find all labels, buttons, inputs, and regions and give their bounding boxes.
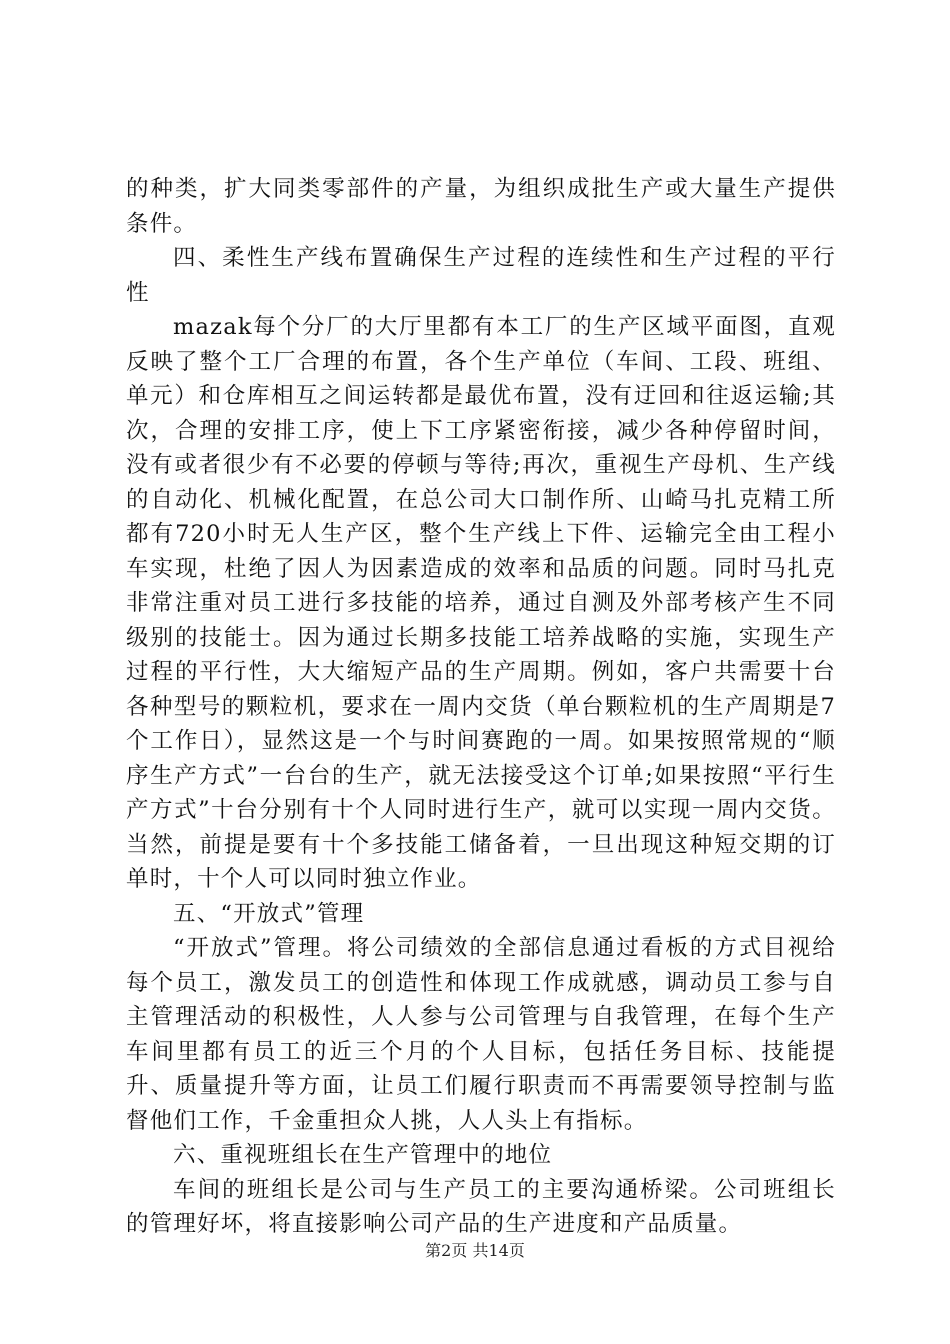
- paragraph-layout: mazak每个分厂的大厅里都有本工厂的生产区域平面图，直观反映了整个工厂合理的布置，各个生产单位（车间、工段、班组、单元）和仓库相互之间运转都是最优布置，没有迂回和往返运输;其次，合理的安排工序，使上下工序紧密衔接，减少各种停留时间，没有或者很少有不必要的停顿与等待;再次，重视生产母机、生产线的自动化、机械化配置，在总公司大口制作所、山崎马扎克精工所都有720小时无人生产区，整个生产线上下件、运输完全由工程小车实现，杜绝了因人为因素造成的效率和品质的问题。同时马扎克非常注重对员工进行多技能的培养，通过自测及外部考核产生不同级别的技能士。因为通过长期多技能工培养战略的实施，实现生产过程的平行性，大大缩短产品的生产周期。例如，客户共需要十台各种型号的颗粒机，要求在一周内交货（单台颗粒机的生产周期是7个工作日），显然这是一个与时间赛跑的一周。如果按照常规的“顺序生产方式”一台台的生产，就无法接受这个订单;如果按照“平行生产方式”十台分别有十个人同时进行生产，就可以实现一周内交货。当然，前提是要有十个多技能工储备着，一旦出现这种短交期的订单时，十个人可以同时独立作业。: [126, 314, 836, 892]
- paragraph-team-leader: 车间的班组长是公司与生产员工的主要沟通桥梁。公司班组长的管理好坏，将直接影响公司产品的生产进度和产品质量。: [126, 1176, 836, 1237]
- page-number: 第2页: [425, 1241, 468, 1260]
- page-footer: [0, 1241, 950, 1261]
- section-heading-4: 四、柔性生产线布置确保生产过程的连续性和生产过程的平行性: [126, 245, 836, 306]
- paragraph-continuation: 的种类，扩大同类零部件的产量，为组织成批生产或大量生产提供条件。: [126, 176, 836, 237]
- page-total: 共14页: [472, 1241, 525, 1260]
- paragraph-open-management: “开放式”管理。将公司绩效的全部信息通过看板的方式目视给每个员工，激发员工的创造性和体现工作成就感，调动员工参与自主管理活动的积极性，人人参与公司管理与自我管理，在每个生产车间里都有员工的近三个月的个人目标，包括任务目标、技能提升、质量提升等方面，让员工们履行职责而不再需要领导控制与监督他们工作，千金重担众人挑，人人头上有指标。: [126, 935, 836, 1134]
- section-heading-6: 六、重视班组长在生产管理中的地位: [173, 1142, 553, 1168]
- section-heading-5: 五、“开放式”管理: [173, 900, 365, 927]
- document-body: [126, 172, 836, 1242]
